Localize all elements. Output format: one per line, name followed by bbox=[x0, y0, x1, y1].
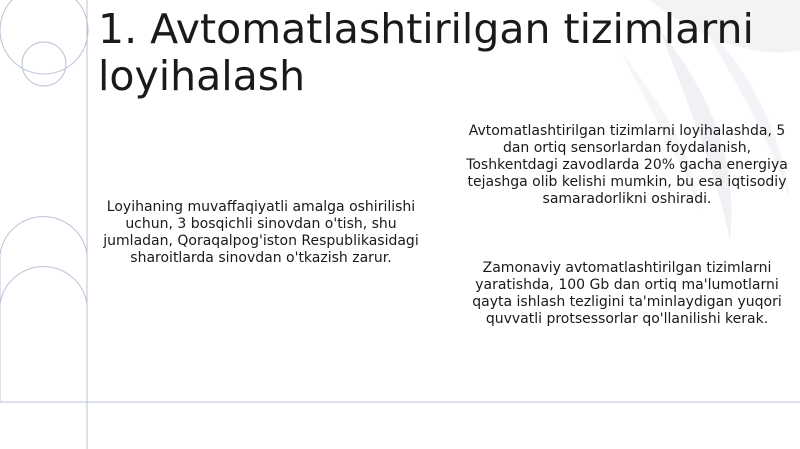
right-paragraph-bottom: Zamonaviy avtomatlashtirilgan tizimlarni yaratishda, 100 Gb dan ortiq ma'lumotlarni qayta ishlash tezligini ta'minlaydigan yuqori quvvatli protsessorlar qo'llanilishi kerak. bbox=[472, 260, 782, 327]
slide-title: 1. Avtomatlashtirilgan tizimlarni loyihalash bbox=[98, 5, 754, 100]
deco-arch-upper bbox=[0, 217, 87, 254]
deco-circle-large bbox=[0, 0, 88, 74]
deco-circle-small bbox=[22, 42, 66, 86]
left-paragraph: Loyihaning muvaffaqiyatli amalga oshirilishi uchun, 3 bosqichli sinovdan o'tish, shu jumladan, Qoraqalpog'iston Respublikasidagi sharoitlarda sinovdan o'tkazish zarur. bbox=[103, 199, 419, 266]
deco-arch-lower bbox=[0, 267, 87, 402]
right-paragraph-top: Avtomatlashtirilgan tizimlarni loyihalashda, 5 dan ortiq sensorlardan foydalanish, Toshkentdagi zavodlarda 20% gacha energiya tejashga olib kelishi mumkin, bu esa iqtisodiy samaradorlikni oshiradi. bbox=[466, 123, 788, 207]
